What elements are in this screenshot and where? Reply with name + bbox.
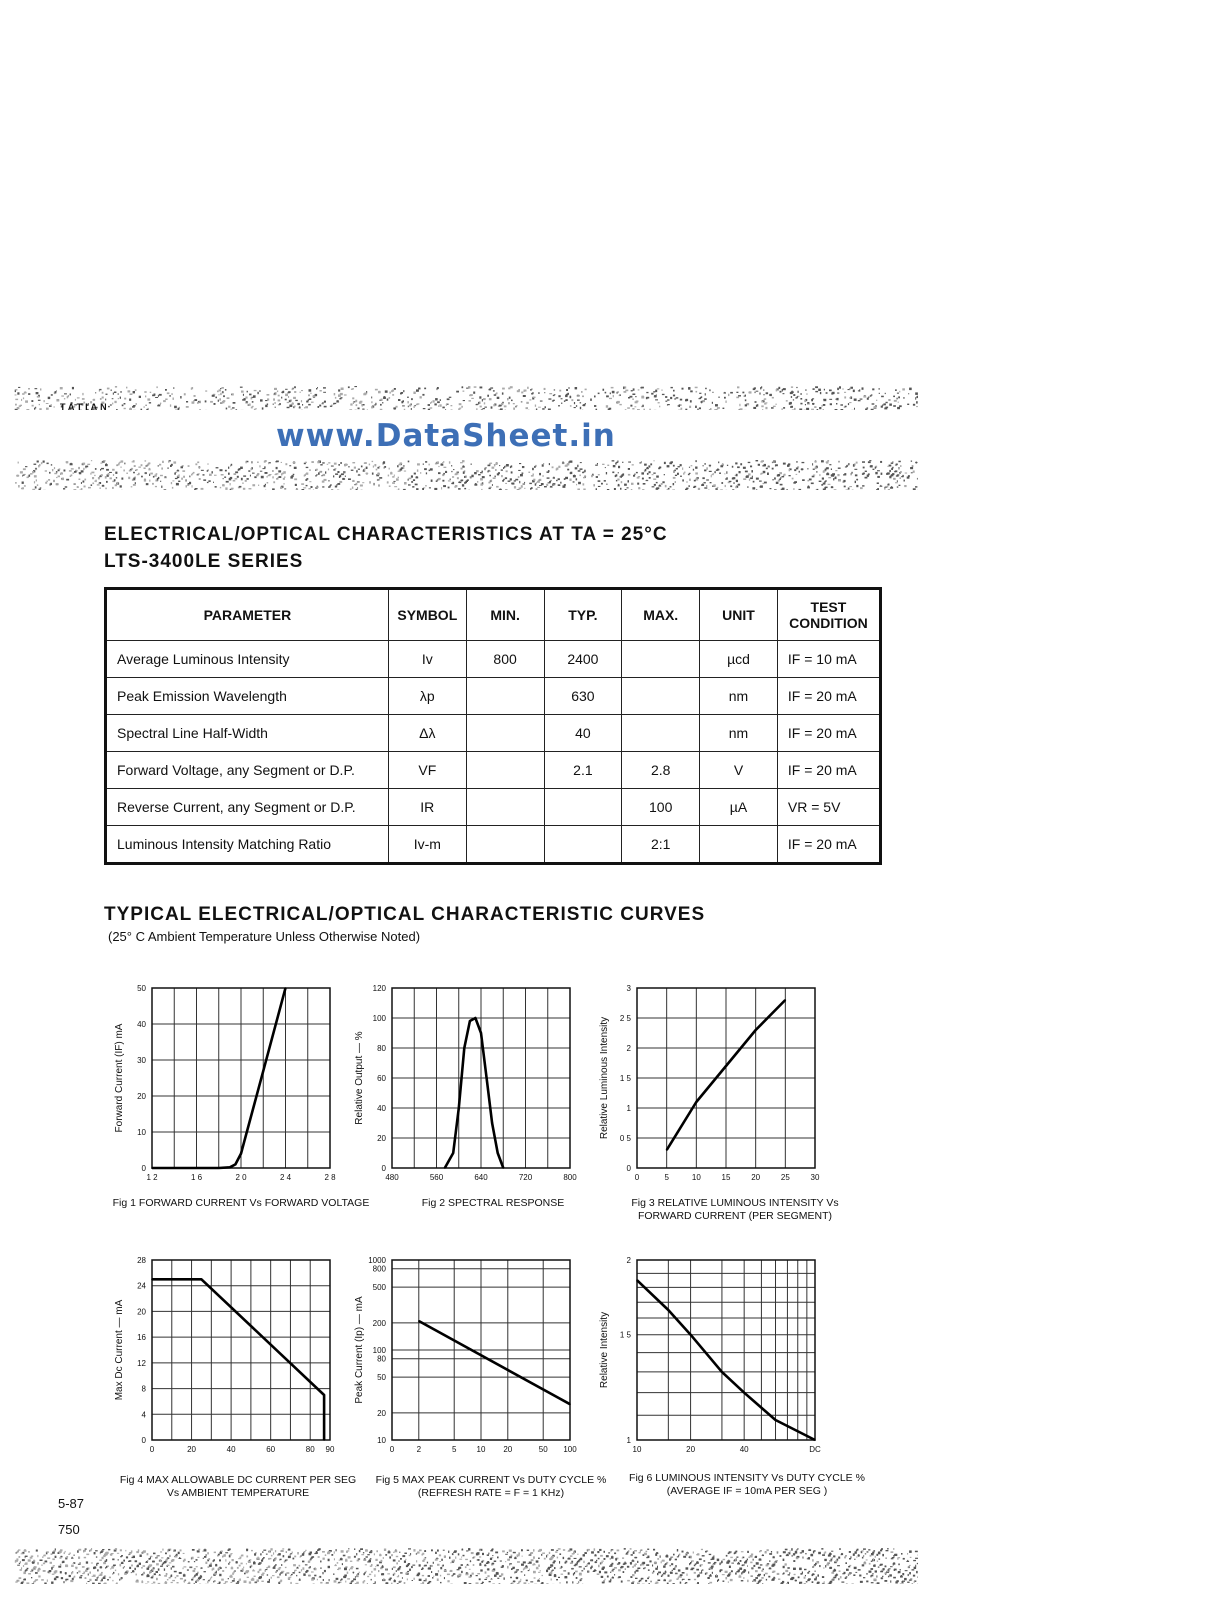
characteristics-table xyxy=(104,587,882,865)
cell-param: Spectral Line Half-Width xyxy=(106,715,389,752)
data-point xyxy=(666,1149,668,1151)
cell-typ: 2400 xyxy=(544,641,622,678)
cell-param: Forward Voltage, any Segment or D.P. xyxy=(106,752,389,789)
data-point xyxy=(814,1439,816,1441)
cell-cond: IF = 20 mA xyxy=(777,678,880,715)
table-row xyxy=(106,789,881,826)
curves-heading: TYPICAL ELECTRICAL/OPTICAL CHARACTERISTIC CURVES xyxy=(104,904,706,925)
cell-cond: VR = 5V xyxy=(777,789,880,826)
x-tick-label: 25 xyxy=(780,1173,790,1182)
cell-symbol: VF xyxy=(388,752,466,789)
cell-typ xyxy=(544,826,622,864)
x-tick-label: 40 xyxy=(739,1445,749,1454)
y-tick-label: 1 5 xyxy=(619,1074,631,1083)
cell-cond: IF = 20 mA xyxy=(777,715,880,752)
fig4-caption xyxy=(108,1474,368,1500)
y-tick-label: 1 5 xyxy=(619,1330,631,1340)
table-header-row xyxy=(106,589,881,641)
cell-symbol: λp xyxy=(388,678,466,715)
y-tick-label: 2 xyxy=(626,1044,631,1053)
x-tick-label: 0 xyxy=(634,1173,640,1182)
y-tick-label: 60 xyxy=(377,1074,386,1083)
x-tick-label: 560 xyxy=(429,1173,444,1182)
cell-typ: 2.1 xyxy=(544,752,622,789)
y-tick-label: 40 xyxy=(377,1104,386,1113)
y-tick-label: 3 xyxy=(626,984,631,993)
y-tick-label: 40 xyxy=(137,1020,146,1029)
col-parameter: PARAMETER xyxy=(106,589,389,641)
fig6-chart xyxy=(585,1236,835,1461)
cell-symbol: Δλ xyxy=(388,715,466,752)
cell-symbol: Iv-m xyxy=(388,826,466,864)
data-point xyxy=(696,1101,698,1103)
cell-unit: µcd xyxy=(700,641,778,678)
data-point xyxy=(235,1164,237,1166)
y-tick-label: 800 xyxy=(372,1264,386,1274)
x-tick-label: 10 xyxy=(632,1445,642,1454)
table-row xyxy=(106,715,881,752)
fig1-caption xyxy=(108,1197,374,1210)
y-tick-label: 2 5 xyxy=(619,1014,631,1023)
scan-noise-bottom xyxy=(14,1548,918,1584)
cell-min: 800 xyxy=(466,641,544,678)
watermark-link[interactable]: www.DataSheet.in xyxy=(276,418,616,454)
cell-symbol: IR xyxy=(388,789,466,826)
fig5-caption xyxy=(368,1474,614,1500)
data-point xyxy=(151,1279,153,1281)
y-tick-label: 500 xyxy=(372,1283,386,1293)
col-typ: TYP. xyxy=(544,589,622,641)
y-tick-label: 20 xyxy=(137,1307,146,1317)
fig1-chart xyxy=(100,964,350,1189)
x-tick-label: 60 xyxy=(266,1445,276,1454)
fig2-caption-line: Fig 2 SPECTRAL RESPONSE xyxy=(421,1197,565,1209)
plot-frame xyxy=(152,1260,330,1440)
data-point xyxy=(444,1167,446,1169)
data-point xyxy=(743,1392,745,1394)
table-row xyxy=(106,826,881,864)
data-point xyxy=(263,1070,265,1072)
data-point xyxy=(725,1065,727,1067)
y-tick-label: 80 xyxy=(377,1044,386,1053)
data-point xyxy=(458,1107,460,1109)
document-code: 5-87 xyxy=(58,1496,85,1511)
series-line xyxy=(152,1279,324,1440)
cell-min xyxy=(466,678,544,715)
y-tick-label: 10 xyxy=(137,1128,146,1137)
cell-max xyxy=(622,715,700,752)
cell-unit: nm xyxy=(700,678,778,715)
y-tick-label: 0 xyxy=(141,1436,146,1445)
data-point xyxy=(636,1279,638,1281)
y-tick-label: 4 xyxy=(141,1410,146,1420)
cell-param: Average Luminous Intensity xyxy=(106,641,389,678)
y-tick-label: 80 xyxy=(377,1354,386,1364)
data-point xyxy=(668,1309,670,1311)
fig4-caption-line2: Vs AMBIENT TEMPERATURE xyxy=(166,1487,310,1499)
scan-noise-top xyxy=(14,386,918,410)
y-axis-label: Relative Luminous Intensity xyxy=(599,1016,610,1140)
x-tick-label: 100 xyxy=(563,1445,577,1454)
y-tick-label: 1 xyxy=(626,1436,631,1445)
y-tick-label: 120 xyxy=(372,984,386,993)
cell-min xyxy=(466,752,544,789)
x-tick-label: 30 xyxy=(810,1173,820,1182)
x-tick-label: 0 xyxy=(149,1445,155,1454)
y-tick-label: 50 xyxy=(137,984,146,993)
fig4-caption-line1: Fig 4 MAX ALLOWABLE DC CURRENT PER SEG xyxy=(119,1474,357,1486)
x-tick-label: 720 xyxy=(518,1173,533,1182)
x-tick-label: 640 xyxy=(474,1173,488,1182)
fig5-chart xyxy=(340,1236,590,1461)
cell-param: Reverse Current, any Segment or D.P. xyxy=(106,789,389,826)
section-heading: ELECTRICAL/OPTICAL CHARACTERISTICS AT TA = 25°C xyxy=(104,524,668,545)
col-min: MIN. xyxy=(466,589,544,641)
cell-unit: nm xyxy=(700,715,778,752)
cell-typ xyxy=(544,789,622,826)
y-axis-label: Peak Current (Ip) — mA xyxy=(354,1296,365,1404)
x-tick-label: 2 8 xyxy=(324,1173,336,1182)
cell-unit: µA xyxy=(700,789,778,826)
fig2-caption xyxy=(398,1197,588,1210)
y-tick-label: 0 xyxy=(381,1164,386,1173)
cell-param: Peak Emission Wavelength xyxy=(106,678,389,715)
cut-off-header: TATIAN xyxy=(60,402,110,412)
page-number: 750 xyxy=(58,1522,80,1537)
cell-min xyxy=(466,715,544,752)
data-point xyxy=(503,1167,505,1169)
data-point xyxy=(569,1403,571,1405)
series-line xyxy=(419,1321,570,1404)
data-point xyxy=(464,1047,466,1049)
y-tick-label: 0 xyxy=(141,1164,146,1173)
y-axis-label: Relative Output — % xyxy=(354,1031,365,1125)
x-tick-label: 2 xyxy=(416,1445,422,1454)
data-point xyxy=(218,1167,220,1169)
series-line xyxy=(637,1280,815,1440)
y-tick-label: 24 xyxy=(137,1281,146,1291)
series-heading: LTS-3400LE SERIES xyxy=(104,551,304,572)
y-tick-label: 1 xyxy=(626,1104,631,1113)
y-tick-label: 28 xyxy=(137,1256,146,1265)
y-tick-label: 2 xyxy=(626,1256,631,1265)
x-tick-label: 1 6 xyxy=(190,1173,203,1182)
x-tick-label: 0 xyxy=(389,1445,395,1454)
y-tick-label: 200 xyxy=(372,1318,386,1328)
data-point xyxy=(775,1419,777,1421)
table-row xyxy=(106,752,881,789)
data-point xyxy=(323,1394,325,1396)
data-point xyxy=(151,1167,153,1169)
x-tick-label: 15 xyxy=(721,1173,731,1182)
fig4-chart xyxy=(100,1236,350,1461)
fig6-caption-line1: Fig 6 LUMINOUS INTENSITY Vs DUTY CYCLE % xyxy=(629,1472,865,1484)
x-tick-label: 50 xyxy=(538,1445,548,1454)
scan-noise-middle xyxy=(14,460,918,490)
col-test-condition: TEST CONDITION xyxy=(777,589,880,641)
y-tick-label: 0 5 xyxy=(619,1134,631,1143)
cell-max xyxy=(622,678,700,715)
data-point xyxy=(480,1032,482,1034)
cell-symbol: Iv xyxy=(388,641,466,678)
cell-max: 2.8 xyxy=(622,752,700,789)
cell-max: 100 xyxy=(622,789,700,826)
x-tick-label: 20 xyxy=(686,1445,696,1454)
col-symbol: SYMBOL xyxy=(388,589,466,641)
y-tick-label: 10 xyxy=(377,1436,386,1445)
fig2-chart xyxy=(340,964,590,1189)
fig3-caption xyxy=(620,1197,850,1223)
cell-unit xyxy=(700,826,778,864)
x-tick-label: 10 xyxy=(476,1445,486,1454)
x-tick-label: 5 xyxy=(664,1173,669,1182)
y-tick-label: 8 xyxy=(141,1384,146,1394)
x-tick-label: 800 xyxy=(563,1173,577,1182)
data-point xyxy=(240,1153,242,1155)
series-line xyxy=(445,1018,504,1168)
data-point xyxy=(690,1334,692,1336)
x-tick-label: 2 0 xyxy=(235,1173,247,1182)
fig6-caption-line2: (AVERAGE IF = 10mA PER SEG ) xyxy=(666,1485,828,1497)
y-axis-label: Relative Intensity xyxy=(599,1311,610,1389)
data-point xyxy=(497,1152,499,1154)
x-tick-label: 2 4 xyxy=(279,1173,292,1182)
data-point xyxy=(486,1077,488,1079)
y-axis-label: Max Dc Current — mA xyxy=(114,1299,125,1401)
cell-typ: 40 xyxy=(544,715,622,752)
cell-cond: IF = 10 mA xyxy=(777,641,880,678)
col-unit: UNIT xyxy=(700,589,778,641)
cell-min xyxy=(466,826,544,864)
table-row xyxy=(106,678,881,715)
fig3-caption-line2: FORWARD CURRENT (PER SEGMENT) xyxy=(637,1210,833,1222)
y-tick-label: 100 xyxy=(372,1346,386,1355)
x-tick-label: 20 xyxy=(751,1173,761,1182)
data-point xyxy=(785,999,787,1001)
x-tick-label: 480 xyxy=(385,1173,399,1182)
y-tick-label: 0 xyxy=(626,1164,631,1173)
x-tick-label: 20 xyxy=(503,1445,513,1454)
data-point xyxy=(201,1279,203,1281)
cell-min xyxy=(466,789,544,826)
x-tick-label: 20 xyxy=(187,1445,197,1454)
x-tick-label: 5 xyxy=(451,1445,457,1454)
y-tick-label: 16 xyxy=(137,1333,146,1343)
fig6-caption xyxy=(622,1472,872,1498)
y-tick-label: 50 xyxy=(377,1373,386,1383)
cell-cond: IF = 20 mA xyxy=(777,752,880,789)
data-point xyxy=(285,987,287,989)
x-tick-label: 10 xyxy=(691,1173,701,1182)
y-axis-label: Forward Current (IF) mA xyxy=(114,1023,125,1133)
fig3-chart xyxy=(585,964,835,1189)
y-tick-label: 12 xyxy=(137,1358,146,1368)
y-tick-label: 20 xyxy=(137,1092,146,1101)
y-tick-label: 20 xyxy=(377,1408,386,1418)
y-tick-label: 100 xyxy=(372,1014,386,1023)
col-max: MAX. xyxy=(622,589,700,641)
fig5-caption-line2: (REFRESH RATE = F = 1 KHz) xyxy=(417,1487,565,1499)
table-row xyxy=(106,641,881,678)
x-tick-label: 80 xyxy=(305,1445,315,1454)
x-tick-label: DC xyxy=(809,1445,821,1454)
fig1-caption-line: Fig 1 FORWARD CURRENT Vs FORWARD VOLTAGE xyxy=(112,1197,370,1209)
data-point xyxy=(323,1439,325,1441)
cell-max: 2:1 xyxy=(622,826,700,864)
x-tick-label: 40 xyxy=(226,1445,236,1454)
data-point xyxy=(469,1020,471,1022)
cell-max xyxy=(622,641,700,678)
fig5-caption-line1: Fig 5 MAX PEAK CURRENT Vs DUTY CYCLE % xyxy=(375,1474,607,1486)
data-point xyxy=(229,1167,231,1169)
cell-param: Luminous Intensity Matching Ratio xyxy=(106,826,389,864)
y-tick-label: 30 xyxy=(137,1056,146,1065)
data-point xyxy=(755,1029,757,1031)
cell-typ: 630 xyxy=(544,678,622,715)
data-point xyxy=(491,1122,493,1124)
x-tick-label: 1 2 xyxy=(146,1173,158,1182)
data-point xyxy=(452,1152,454,1154)
y-tick-label: 1000 xyxy=(368,1256,386,1265)
data-point xyxy=(721,1371,723,1373)
fig3-caption-line1: Fig 3 RELATIVE LUMINOUS INTENSITY Vs xyxy=(631,1197,839,1209)
cell-unit: V xyxy=(700,752,778,789)
data-point xyxy=(475,1017,477,1019)
curves-subtitle: (25° C Ambient Temperature Unless Otherwise Noted) xyxy=(108,929,421,944)
cell-cond: IF = 20 mA xyxy=(777,826,880,864)
y-tick-label: 20 xyxy=(377,1134,386,1143)
x-tick-label: 90 xyxy=(325,1445,335,1454)
data-point xyxy=(418,1320,420,1322)
